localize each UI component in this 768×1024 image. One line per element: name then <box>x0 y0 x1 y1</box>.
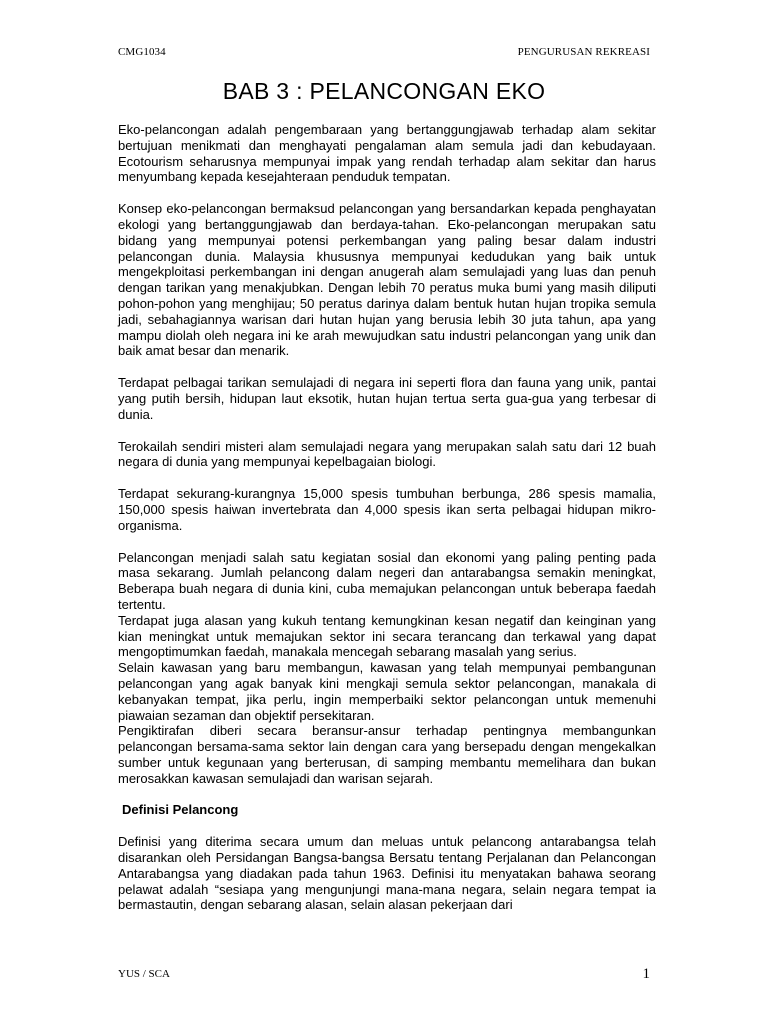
paragraph: Eko-pelancongan adalah pengembaraan yang bertanggungjawab terhadap alam sekitar bertujuan menikmati dan menghayati pengalaman alam semula jadi dan kebudayaan. Ecotourism seharusnya mempunyai impak yang rendah terhadap alam sekitar dan harus menyumbang kepada kesejahteraan penduduk tempatan. <box>118 122 656 185</box>
footer-author: YUS / SCA <box>118 968 170 980</box>
paragraph: Terdapat pelbagai tarikan semulajadi di negara ini seperti flora dan fauna yang unik, pantai yang putih bersih, hidupan laut eksotik, hutan hujan tertua serta gua-gua yang terbesar di dunia. <box>118 375 656 422</box>
chapter-title: BAB 3 : PELANCONGAN EKO <box>222 78 546 104</box>
page-number: 1 <box>642 966 650 982</box>
page-header <box>118 46 650 62</box>
paragraph: Definisi yang diterima secara umum dan meluas untuk pelancong antarabangsa telah disarankan oleh Persidangan Bangsa-bangsa Bersatu tentang Perjalanan dan Pelancongan Antarabangsa yang diadakan pada tahun 1963. Definisi itu menyatakan bahawa seorang pelawat adalah “sesiapa yang mengunjungi mana-mana negara, selain negara tempat ia bermastautin, dengan sebarang alasan, selain alasan pekerjaan dari <box>118 834 656 913</box>
paragraph: Pengiktirafan diberi secara beransur-ansur terhadap pentingnya membangunkan pelancongan bersama-sama sektor lain dengan cara yang bersepadu dengan mengekalkan sumber untuk kegunaan yang berterusan, di samping membantu memelihara dan bukan merosakkan kawasan semulajadi dan warisan sejarah. <box>118 723 656 786</box>
paragraph: Konsep eko-pelancongan bermaksud pelancongan yang bersandarkan kepada penghayatan ekologi yang bertanggungjawab dan berdaya-tahan. Eko-pelancongan merupakan satu bidang yang mempunyai potensi perkembangan yang paling besar dalam industri pelancongan dunia. Malaysia khususnya mempunyai kedudukan yang baik untuk mengekploitasi perkembangan ini dengan anugerah alam semulajadi yang luas dan penuh dengan tarikan yang menakjubkan. Dengan lebih 70 peratus muka bumi yang masih diliputi pohon-pohon yang menghijau; 50 peratus darinya dalam bentuk hutan hujan tropika semula jadi, sebahagiannya warisan dari hutan hujan yang berusia lebih 30 juta tahun, apa yang mampu diolah oleh negara ini ke arah mewujudkan satu industri pelancongan yang unik dan baik amat besar dan menarik. <box>118 201 656 359</box>
page-footer <box>118 966 650 984</box>
paragraph: Terdapat sekurang-kurangnya 15,000 spesis tumbuhan berbunga, 286 spesis mamalia, 150,000 spesis haiwan invertebrata dan 4,000 spesis ikan serta pelbagai hidupan mikro-organisma. <box>118 486 656 533</box>
paragraph: Pelancongan menjadi salah satu kegiatan sosial dan ekonomi yang paling penting pada masa sekarang. Jumlah pelancong dalam negeri dan antarabangsa semakin meningkat, Beberapa buah negara di dunia kini, cuba memajukan pelancongan untuk beberapa faedah tertentu. <box>118 549 656 612</box>
course-name: PENGURUSAN REKREASI <box>517 46 650 58</box>
document-body <box>118 122 656 929</box>
course-code: CMG1034 <box>118 46 166 58</box>
paragraph: Selain kawasan yang baru membangun, kawasan yang telah mempunyai pembangunan pelancongan yang agak banyak kini mengkaji semula sektor pelancongan, manakala di kebanyakan tempat, jika perlu, ingin memperbaiki sektor pelancongan untuk memenuhi piawaian sezaman dan objektif persekitaran. <box>118 660 656 723</box>
paragraph: Terdapat juga alasan yang kukuh tentang kemungkinan kesan negatif dan keinginan yang kian meningkat untuk memajukan sektor ini secara terancang dan terkawal yang dapat mengoptimumkan faedah, manakala mencegah sebarang masalah yang serius. <box>118 612 656 660</box>
section-heading: Definisi Pelancong <box>122 802 239 818</box>
paragraph: Terokailah sendiri misteri alam semulajadi negara yang merupakan salah satu dari 12 buah negara di dunia yang mempunyai kepelbagaian biologi. <box>118 438 656 470</box>
